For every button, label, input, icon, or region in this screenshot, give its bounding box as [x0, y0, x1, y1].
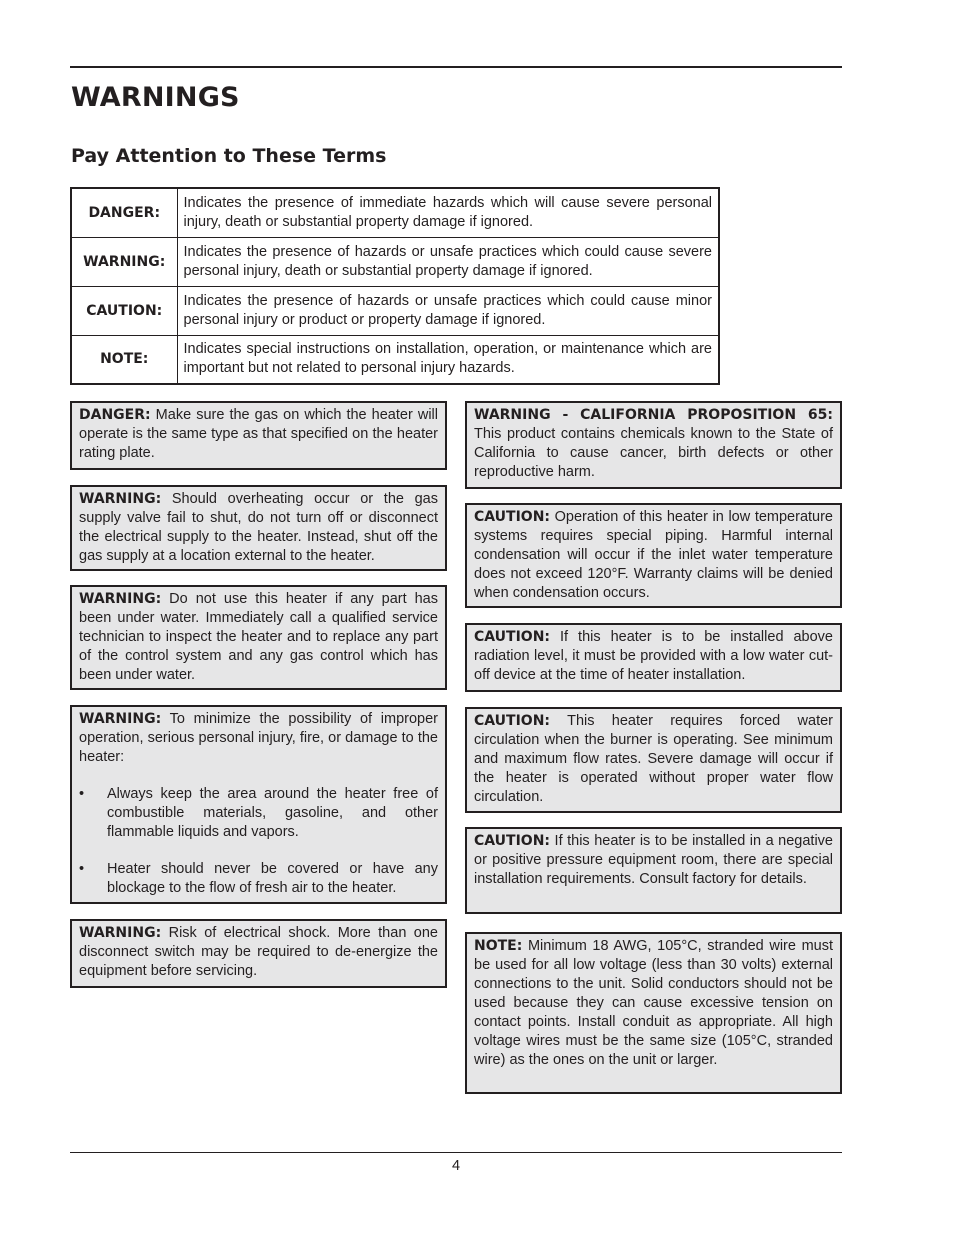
box-text — [474, 628, 833, 685]
term-description: Indicates special instructions on installation, operation, or maintenance which are important but not related to personal injury hazards. — [177, 335, 719, 384]
caution-low-temperature-box — [465, 503, 842, 608]
section-subtitle: Pay Attention to These Terms — [71, 145, 387, 167]
bullet-icon: • — [79, 786, 85, 802]
box-text — [79, 406, 438, 463]
warning-improper-operation-box — [70, 705, 447, 904]
caution-radiation-level-box — [465, 623, 842, 692]
box-body: This product contains chemicals known to the State of California to cause cancer, birth defects or other reproductive harm. — [474, 426, 833, 480]
box-text — [79, 590, 438, 685]
box-body: If this heater is to be installed above radiation level, it must be provided with a low water cut-off device at the time of heater installation. — [474, 629, 833, 683]
caution-pressure-room-box — [465, 827, 842, 914]
terms-row-caution — [71, 286, 719, 335]
box-text — [79, 490, 438, 566]
warning-electrical-shock-box — [70, 919, 447, 988]
terms-row-danger — [71, 188, 719, 237]
box-lead: WARNING: — [79, 925, 162, 941]
box-lead: WARNING: — [79, 711, 162, 727]
note-wiring-box — [465, 932, 842, 1094]
term-label: WARNING: — [71, 237, 177, 286]
bullet-list — [79, 785, 438, 898]
box-lead: CAUTION: — [474, 509, 551, 525]
list-item-text: Heater should never be covered or have any blockage to the flow of fresh air to the heater. — [107, 861, 438, 896]
top-rule — [70, 66, 842, 68]
box-body: Minimum 18 AWG, 105°C, stranded wire must be used for all low voltage (less than 30 volts) external connections to the unit. Solid conductors should not be used because they can cause excessive tension on contact points. Install conduit as appropriate. All high voltage wires must be the same size (105°C, stranded wire) as the ones on the unit or larger. — [474, 938, 833, 1068]
box-body: Risk of electrical shock. More than one disconnect switch may be required to de-energize the equipment before servicing. — [79, 925, 438, 979]
bottom-rule — [70, 1152, 842, 1153]
terms-row-warning — [71, 237, 719, 286]
caution-forced-circulation-box — [465, 707, 842, 813]
list-item — [79, 860, 438, 898]
list-item-text: Always keep the area around the heater free of combustible materials, gasoline, and other flammable liquids and vapors. — [107, 786, 438, 840]
terms-row-note — [71, 335, 719, 384]
box-text — [79, 710, 438, 767]
term-label: DANGER: — [71, 188, 177, 237]
bullet-icon: • — [79, 861, 85, 877]
box-text — [474, 937, 833, 1070]
danger-gas-type-box — [70, 401, 447, 470]
box-lead: CAUTION: — [474, 713, 551, 729]
warning-under-water-box — [70, 585, 447, 690]
page-title: WARNINGS — [71, 82, 240, 113]
box-lead: CAUTION: — [474, 833, 551, 849]
box-body: This heater requires forced water circulation when the burner is operating. See minimum and maximum flow rates. Severe damage will occur if the heater is operated without proper water flow circulation. — [474, 713, 833, 805]
list-item — [79, 785, 438, 842]
box-text — [474, 832, 833, 889]
term-description: Indicates the presence of hazards or unsafe practices which could cause minor personal injury or product or property damage if ignored. — [177, 286, 719, 335]
box-lead: WARNING: — [79, 591, 162, 607]
warning-overheating-box — [70, 485, 447, 571]
box-lead: WARNING: — [79, 491, 162, 507]
warning-prop65-box — [465, 401, 842, 489]
box-lead: DANGER: — [79, 407, 151, 423]
box-body: If this heater is to be installed in a negative or positive pressure equipment room, there are special installation requirements. Consult factory for details. — [474, 833, 833, 887]
term-description: Indicates the presence of hazards or unsafe practices which could cause severe personal injury, death or substantial property damage if ignored. — [177, 237, 719, 286]
box-text — [474, 406, 833, 482]
box-body: To minimize the possibility of improper operation, serious personal injury, fire, or damage to the heater: — [79, 711, 438, 765]
terms-table — [70, 187, 720, 385]
box-lead: NOTE: — [474, 938, 523, 954]
box-body: Operation of this heater in low temperature systems requires special piping. Harmful internal condensation will occur if the inlet water temperature does not exceed 120°F. Warranty claims will be denied when condensation occurs. — [474, 509, 833, 601]
box-text — [79, 924, 438, 981]
box-body: Do not use this heater if any part has been under water. Immediately call a qualified service technician to inspect the heater and to replace any part of the control system and any gas control which has been under water. — [79, 591, 438, 683]
box-lead: CAUTION: — [474, 629, 551, 645]
box-text — [474, 712, 833, 807]
term-label: NOTE: — [71, 335, 177, 384]
term-description: Indicates the presence of immediate hazards which will cause severe personal injury, death or substantial property damage if ignored. — [177, 188, 719, 237]
term-label: CAUTION: — [71, 286, 177, 335]
box-body: Make sure the gas on which the heater will operate is the same type as that specified on the heater rating plate. — [79, 407, 438, 461]
box-text — [474, 508, 833, 603]
box-body: Should overheating occur or the gas supply valve fail to shut, do not turn off or disconnect the electrical supply to the heater. Instead, shut off the gas supply at a location external to the heater. — [79, 491, 438, 564]
page-number: 4 — [451, 1158, 461, 1174]
box-lead: WARNING - CALIFORNIA PROPOSITION 65: — [474, 407, 833, 423]
